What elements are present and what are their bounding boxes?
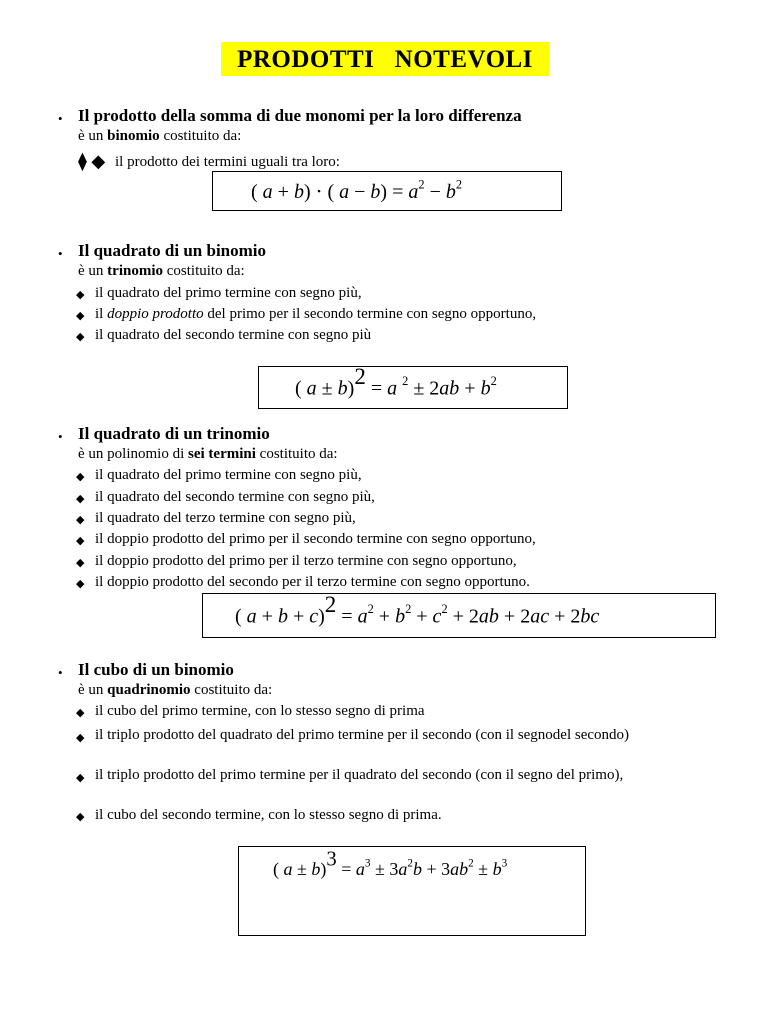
section-intro: è un polinomio di sei termini costituito da: [78,446,338,462]
formula-box [202,593,716,638]
formula-cube-binomial: ( $a \pm b)3 = a^3 \pm 3a^2b + 3ab^2 \pm b^3$ [273,848,508,879]
formula-sum-difference: ( a + b) ⋅ ( $a - b) = a^2 - b^2$ [251,177,463,203]
section-heading: Il prodotto della somma di due monomi per la loro differenza [78,106,522,125]
bullet: • [58,665,63,680]
section-intro: è un trinomio costituito da: [78,263,245,279]
diamond-icon: ◆ [76,514,85,526]
section-heading: Il cubo di un binomio [78,660,234,679]
section-heading: Il quadrato di un trinomio [78,424,270,443]
formula-square-trinomial: ( $a + b + c)2 = a^2 + b^2 + c^2 + 2ab + 2ac + 2bc$ [235,592,600,628]
section-intro: è un binomio costituito da: [78,128,242,144]
diamond-icon: ◆ [76,772,85,784]
diamond-icon: ◆ [76,707,85,719]
formula-box [258,366,568,409]
diamond-icon: ◆ [76,331,85,343]
formula-box [212,171,562,211]
bullet: • [58,246,63,261]
section-intro: è un quadrinomio costituito da: [78,682,273,698]
list-item: ⧫ ◆ il prodotto dei termini uguali tra loro: [78,151,340,171]
diamond-icon: ◆ [76,289,85,301]
diamond-icon: ◆ [76,811,85,823]
diamond-icon: ◆ [76,310,85,322]
diamond-icon: ⧫ ◆ [78,151,106,171]
list-item: ◆ il triplo prodotto del quadrato del primo termine per il secondo (con il segnodel secondo) [78,725,698,745]
diamond-icon: ◆ [76,471,85,483]
diamond-icon: ◆ [76,578,85,590]
bullet: • [58,111,63,126]
formula-box [238,846,586,936]
list-item: ◆ il triplo prodotto del primo termine per il quadrato del secondo (con il segno del primo), [78,765,698,785]
diamond-icon: ◆ [76,732,85,744]
diamond-icon: ◆ [76,557,85,569]
diamond-icon: ◆ [76,535,85,547]
diamond-icon: ◆ [76,493,85,505]
page-title: PRODOTTI NOTEVOLI [221,42,549,76]
section-heading: Il quadrato di un binomio [78,241,267,260]
formula-square-binomial: ( a ± b)2 = a $^2 \pm 2ab + b^2$ [295,364,497,400]
bullet: • [58,429,63,444]
